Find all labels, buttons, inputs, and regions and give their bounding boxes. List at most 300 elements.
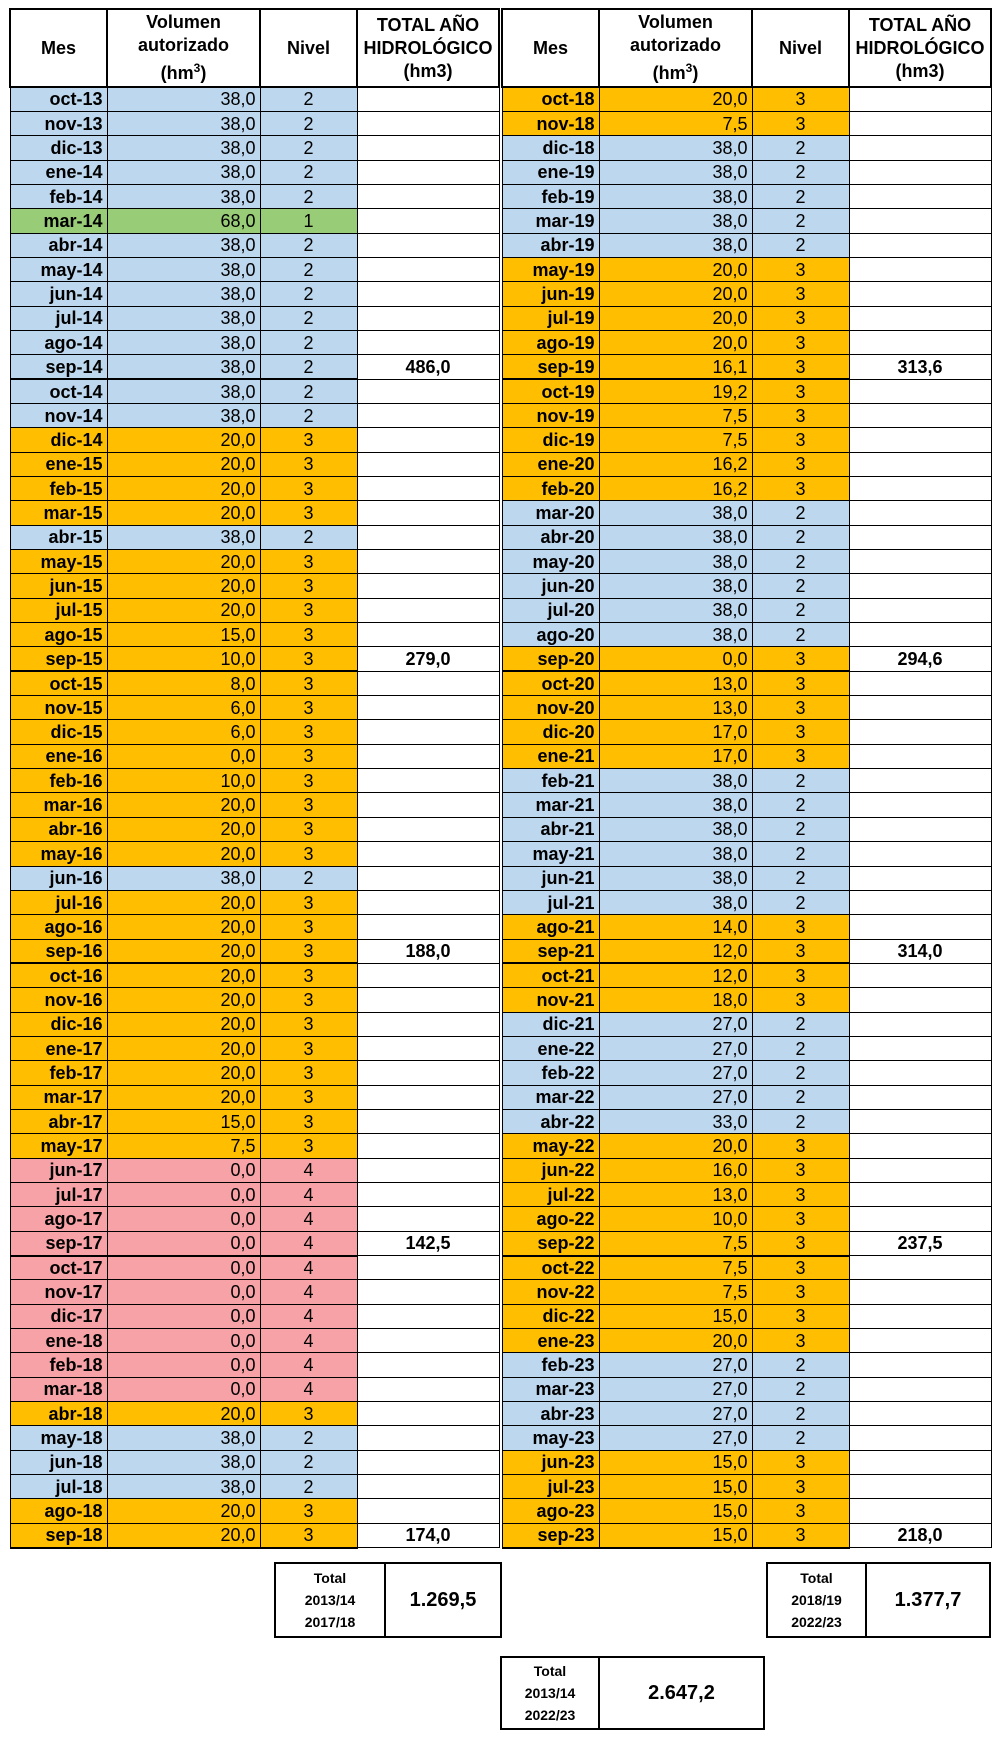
nivel-cell: 3 [260,793,357,817]
volumen-cell: 38,0 [107,160,260,184]
nivel-cell: 3 [752,1207,849,1231]
header-total-unit: (hm3) [403,60,453,81]
mes-cell: feb-18 [10,1353,107,1377]
summary-right-value: 1.377,7 [894,1588,962,1611]
table-row [502,842,991,866]
nivel-cell: 3 [752,1134,849,1158]
mes-cell: feb-14 [10,184,107,208]
volumen-cell: 20,0 [107,1085,260,1109]
table-row [10,550,499,574]
volumen-cell: 7,5 [599,1231,752,1255]
mes-cell: jul-22 [502,1182,599,1206]
table-row [502,1256,991,1280]
volumen-cell: 38,0 [107,282,260,306]
volumen-cell: 20,0 [107,915,260,939]
total-year-cell [357,1036,499,1060]
summary-grand-line3: 2022/23 [524,1707,576,1723]
header-volumen-line2: autorizado [629,35,721,55]
total-year-cell [849,744,991,768]
total-year-cell: 313,6 [849,355,991,379]
mes-cell: jun-18 [10,1450,107,1474]
table-row [10,842,499,866]
volumen-cell: 20,0 [599,257,752,281]
left-table-body [10,87,499,1548]
volumen-cell: 38,0 [107,525,260,549]
mes-cell: nov-21 [502,988,599,1012]
volumen-cell: 38,0 [599,136,752,160]
total-year-cell [357,257,499,281]
nivel-cell: 2 [752,160,849,184]
mes-cell: mar-21 [502,793,599,817]
table-row [10,574,499,598]
mes-cell: sep-14 [10,355,107,379]
volumen-cell: 38,0 [599,842,752,866]
table-row [502,282,991,306]
nivel-cell: 3 [752,1329,849,1353]
mes-cell: jun-20 [502,574,599,598]
mes-cell: nov-20 [502,696,599,720]
nivel-cell: 3 [752,1304,849,1328]
nivel-cell: 3 [260,428,357,452]
table-row [10,1402,499,1426]
volumen-cell: 15,0 [107,623,260,647]
nivel-cell: 2 [752,525,849,549]
nivel-cell: 2 [260,87,357,111]
mes-cell: may-17 [10,1134,107,1158]
nivel-cell: 2 [752,574,849,598]
table-row [502,136,991,160]
nivel-cell: 3 [260,890,357,914]
mes-cell: may-14 [10,257,107,281]
volumen-cell: 20,0 [599,1329,752,1353]
volumen-cell: 13,0 [599,671,752,695]
total-year-cell [849,477,991,501]
nivel-cell: 3 [260,477,357,501]
summary-left-line2: 2013/14 [304,1592,356,1608]
table-row [10,866,499,890]
volumen-cell: 7,5 [599,111,752,135]
table-row [10,160,499,184]
table-row [502,355,991,379]
total-year-cell: 174,0 [357,1523,499,1547]
table-row [502,1036,991,1060]
total-year-cell [849,136,991,160]
nivel-cell: 2 [260,184,357,208]
total-year-cell [849,403,991,427]
total-year-cell [357,1134,499,1158]
mes-cell: jun-15 [10,574,107,598]
volumen-cell: 0,0 [107,744,260,768]
summary-left-line3: 2017/18 [304,1614,356,1630]
total-year-cell [849,1109,991,1133]
nivel-cell: 3 [752,1499,849,1523]
nivel-cell: 2 [260,111,357,135]
table-row [10,1499,499,1523]
table-row [10,988,499,1012]
volumen-cell: 20,0 [107,1036,260,1060]
table-row [10,282,499,306]
total-year-cell [849,1426,991,1450]
header-row [502,9,991,87]
nivel-cell: 3 [752,720,849,744]
table-row [502,184,991,208]
volumen-cell: 38,0 [599,817,752,841]
volumen-cell: 27,0 [599,1426,752,1450]
nivel-cell: 4 [260,1280,357,1304]
volumen-cell: 0,0 [107,1329,260,1353]
table-row [10,1523,499,1547]
volumen-cell: 20,0 [107,574,260,598]
nivel-cell: 2 [752,598,849,622]
total-year-cell [357,184,499,208]
mes-cell: dic-16 [10,1012,107,1036]
nivel-cell: 3 [260,550,357,574]
nivel-cell: 3 [752,111,849,135]
volumen-cell: 8,0 [107,671,260,695]
nivel-cell: 2 [752,136,849,160]
table-row [502,769,991,793]
volumen-cell: 38,0 [107,1450,260,1474]
volumen-cell: 0,0 [599,647,752,671]
nivel-cell: 3 [752,1158,849,1182]
header-mes: Mes [10,9,107,87]
table-row [502,890,991,914]
volumen-cell: 38,0 [599,184,752,208]
total-year-cell [357,501,499,525]
mes-cell: sep-15 [10,647,107,671]
volumen-cell: 6,0 [107,720,260,744]
table-row [502,671,991,695]
nivel-cell: 3 [260,1012,357,1036]
mes-cell: ene-17 [10,1036,107,1060]
table-row [502,1182,991,1206]
table-row [502,1402,991,1426]
nivel-cell: 2 [752,550,849,574]
nivel-cell: 3 [752,1280,849,1304]
total-year-cell [357,1061,499,1085]
table-row [10,1207,499,1231]
mes-cell: feb-16 [10,769,107,793]
nivel-cell: 3 [752,257,849,281]
nivel-cell: 2 [752,1402,849,1426]
volumen-cell: 15,0 [599,1450,752,1474]
nivel-cell: 3 [260,744,357,768]
mes-cell: ago-17 [10,1207,107,1231]
nivel-cell: 4 [260,1182,357,1206]
volumen-cell: 38,0 [599,501,752,525]
nivel-cell: 3 [260,988,357,1012]
total-year-cell [849,184,991,208]
total-year-cell [357,1450,499,1474]
nivel-cell: 3 [260,623,357,647]
volumen-cell: 20,0 [107,550,260,574]
volumen-cell: 27,0 [599,1036,752,1060]
total-year-cell [849,817,991,841]
table-row [502,403,991,427]
nivel-cell: 3 [752,744,849,768]
total-year-cell [357,209,499,233]
nivel-cell: 4 [260,1207,357,1231]
volumen-cell: 38,0 [107,403,260,427]
mes-cell: feb-22 [502,1061,599,1085]
nivel-cell: 3 [260,939,357,963]
mes-cell: abr-14 [10,233,107,257]
header-nivel: Nivel [260,9,357,87]
total-year-cell: 142,5 [357,1231,499,1255]
total-year-cell [357,1304,499,1328]
total-year-cell [849,1475,991,1499]
table-row [10,1450,499,1474]
table-row [10,744,499,768]
volumen-cell: 7,5 [599,1280,752,1304]
nivel-cell: 3 [752,988,849,1012]
total-year-cell [357,744,499,768]
nivel-cell: 3 [752,306,849,330]
volumen-cell: 38,0 [599,209,752,233]
table-row [502,1109,991,1133]
total-year-cell [357,866,499,890]
nivel-cell: 3 [260,817,357,841]
table-row [10,647,499,671]
mes-cell: may-20 [502,550,599,574]
volumen-cell: 38,0 [599,160,752,184]
volumen-cell: 14,0 [599,915,752,939]
table-row [502,1426,991,1450]
mes-cell: nov-22 [502,1280,599,1304]
nivel-cell: 2 [752,209,849,233]
total-year-cell [357,842,499,866]
mes-cell: feb-15 [10,477,107,501]
table-row [10,890,499,914]
nivel-cell: 3 [260,915,357,939]
nivel-cell: 4 [260,1304,357,1328]
volumen-cell: 20,0 [107,988,260,1012]
table-row [502,1475,991,1499]
mes-cell: ene-23 [502,1329,599,1353]
total-year-cell [849,330,991,354]
volumen-cell: 7,5 [107,1134,260,1158]
nivel-cell: 3 [752,963,849,987]
table-row [502,330,991,354]
mes-cell: abr-21 [502,817,599,841]
mes-cell: abr-18 [10,1402,107,1426]
volumen-cell: 38,0 [599,574,752,598]
nivel-cell: 2 [260,355,357,379]
mes-cell: may-16 [10,842,107,866]
total-year-cell [849,963,991,987]
nivel-cell: 1 [260,209,357,233]
nivel-cell: 2 [752,1109,849,1133]
total-year-cell [357,1353,499,1377]
nivel-cell: 2 [260,257,357,281]
header-volumen-unit-sup: 3 [193,61,201,75]
mes-cell: ago-15 [10,623,107,647]
table-row [502,744,991,768]
total-year-cell: 218,0 [849,1523,991,1547]
table-row [10,136,499,160]
total-year-cell [849,550,991,574]
total-year-cell: 188,0 [357,939,499,963]
volumen-cell: 38,0 [107,111,260,135]
table-row [502,477,991,501]
nivel-cell: 3 [752,355,849,379]
mes-cell: sep-18 [10,1523,107,1547]
nivel-cell: 3 [752,1475,849,1499]
mes-cell: feb-23 [502,1353,599,1377]
table-row [10,403,499,427]
table-row [10,87,499,111]
volumen-cell: 10,0 [107,647,260,671]
summary-right-box [766,1562,991,1638]
table-row [10,769,499,793]
total-year-cell [357,817,499,841]
volumen-cell: 68,0 [107,209,260,233]
table-row [10,1280,499,1304]
total-year-cell [849,233,991,257]
mes-cell: jul-14 [10,306,107,330]
mes-cell: ene-20 [502,452,599,476]
nivel-cell: 2 [752,1377,849,1401]
table-row [502,647,991,671]
header-row [10,9,499,87]
volumen-cell: 13,0 [599,1182,752,1206]
total-year-cell [849,1353,991,1377]
table-row [502,696,991,720]
volumen-cell: 20,0 [107,477,260,501]
total-year-cell [849,428,991,452]
header-volumen [107,9,260,87]
table-row [502,1231,991,1255]
volumen-cell: 20,0 [107,842,260,866]
table-row [502,939,991,963]
table-row [10,1036,499,1060]
mes-cell: abr-20 [502,525,599,549]
nivel-cell: 3 [752,647,849,671]
nivel-cell: 2 [752,1061,849,1085]
volumen-cell: 16,2 [599,452,752,476]
nivel-cell: 3 [752,915,849,939]
mes-cell: oct-14 [10,379,107,403]
mes-cell: jun-22 [502,1158,599,1182]
total-year-cell [357,1475,499,1499]
total-year-cell [357,1207,499,1231]
nivel-cell: 3 [752,403,849,427]
table-row [502,1012,991,1036]
summary-right-line1: Total [800,1570,833,1586]
volumen-cell: 20,0 [107,817,260,841]
volumen-cell: 38,0 [599,623,752,647]
volumen-cell: 20,0 [107,1523,260,1547]
table-row [502,1134,991,1158]
summary-left-line1: Total [313,1570,347,1586]
header-volumen-unit: (hm [160,63,194,83]
table-row [10,1182,499,1206]
total-year-cell: 237,5 [849,1231,991,1255]
mes-cell: sep-22 [502,1231,599,1255]
table-row [502,1450,991,1474]
mes-cell: dic-18 [502,136,599,160]
nivel-cell: 2 [260,1450,357,1474]
mes-cell: jul-16 [10,890,107,914]
nivel-cell: 3 [260,1499,357,1523]
nivel-cell: 3 [260,1402,357,1426]
mes-cell: oct-18 [502,87,599,111]
mes-cell: feb-21 [502,769,599,793]
mes-cell: mar-18 [10,1377,107,1401]
nivel-cell: 2 [752,1036,849,1060]
table-row [502,87,991,111]
total-year-cell [357,793,499,817]
total-year-cell: 486,0 [357,355,499,379]
total-year-cell [849,1012,991,1036]
total-year-cell [357,1426,499,1450]
volumen-cell: 38,0 [107,257,260,281]
header-total-unit: (hm3) [895,60,945,81]
nivel-cell: 3 [752,379,849,403]
volumen-cell: 27,0 [599,1377,752,1401]
summary-right-line3: 2022/23 [791,1614,842,1630]
nivel-cell: 3 [260,574,357,598]
total-year-cell [849,87,991,111]
total-year-cell [357,379,499,403]
nivel-cell: 4 [260,1353,357,1377]
table-row [10,379,499,403]
mes-cell: sep-16 [10,939,107,963]
nivel-cell: 2 [752,769,849,793]
volumen-cell: 38,0 [599,769,752,793]
volumen-cell: 27,0 [599,1061,752,1085]
nivel-cell: 2 [752,184,849,208]
nivel-cell: 3 [752,1231,849,1255]
total-year-cell [357,87,499,111]
nivel-cell: 4 [260,1256,357,1280]
table-row [502,306,991,330]
table-row [502,111,991,135]
mes-cell: jul-18 [10,1475,107,1499]
nivel-cell: 3 [260,1109,357,1133]
table-row [502,988,991,1012]
nivel-cell: 2 [260,403,357,427]
mes-cell: jul-15 [10,598,107,622]
volumen-cell: 20,0 [107,1012,260,1036]
summary-right-line2: 2018/19 [791,1592,842,1608]
nivel-cell: 3 [260,1085,357,1109]
volumen-cell: 20,0 [107,501,260,525]
mes-cell: dic-17 [10,1304,107,1328]
mes-cell: ago-18 [10,1499,107,1523]
volumen-cell: 38,0 [107,87,260,111]
total-year-cell [357,1499,499,1523]
total-year-cell [357,1109,499,1133]
total-year-cell [849,1280,991,1304]
nivel-cell: 3 [752,330,849,354]
volumen-cell: 0,0 [107,1353,260,1377]
table-row [502,915,991,939]
total-year-cell [849,1182,991,1206]
mes-cell: nov-18 [502,111,599,135]
table-row [10,306,499,330]
nivel-cell: 3 [260,647,357,671]
volumen-cell: 15,0 [599,1304,752,1328]
nivel-cell: 2 [752,1085,849,1109]
mes-cell: ago-14 [10,330,107,354]
volumen-cell: 20,0 [107,1061,260,1085]
volumen-cell: 0,0 [107,1182,260,1206]
table-row [10,1426,499,1450]
total-year-cell [849,379,991,403]
volumen-cell: 20,0 [107,452,260,476]
nivel-cell: 3 [260,598,357,622]
